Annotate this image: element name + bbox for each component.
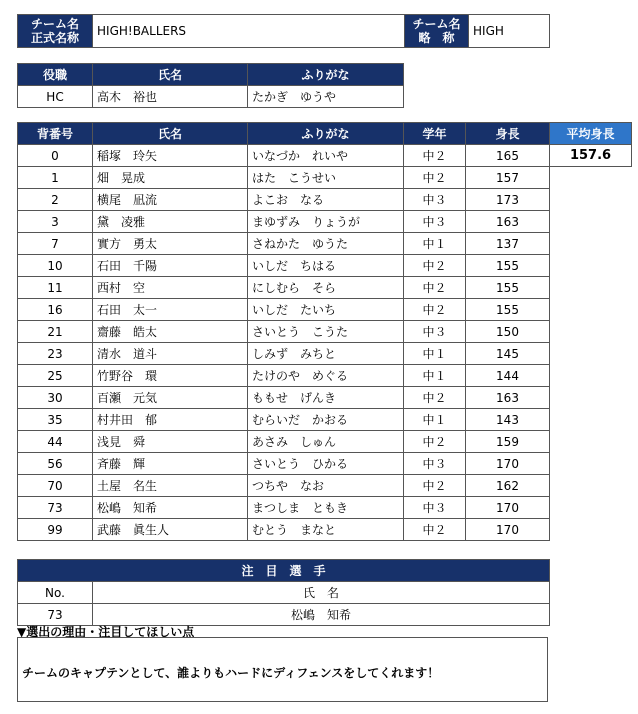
- roster-row: [18, 497, 550, 519]
- roster-row: [18, 255, 550, 277]
- player-grade: 中３: [404, 189, 466, 211]
- player-height: 155: [466, 255, 550, 277]
- featured-name-value: 松嶋 知希: [93, 604, 550, 626]
- team-info-table: [17, 14, 550, 48]
- player-number: 56: [18, 453, 93, 475]
- roster-row: [18, 321, 550, 343]
- player-grade: 中２: [404, 255, 466, 277]
- player-name: 稲塚 玲矢: [93, 145, 248, 167]
- player-number: 23: [18, 343, 93, 365]
- player-height: 143: [466, 409, 550, 431]
- featured-no-label: No.: [18, 582, 93, 604]
- player-number: 10: [18, 255, 93, 277]
- player-grade: 中２: [404, 387, 466, 409]
- player-name: 石田 太一: [93, 299, 248, 321]
- player-number: 21: [18, 321, 93, 343]
- player-height: 163: [466, 387, 550, 409]
- roster-row: [18, 453, 550, 475]
- featured-title: 注 目 選 手: [18, 560, 550, 582]
- featured-player-table: [17, 559, 550, 626]
- player-height: 163: [466, 211, 550, 233]
- player-kana: よこお なる: [248, 189, 404, 211]
- player-number: 3: [18, 211, 93, 233]
- player-name: 土屋 名生: [93, 475, 248, 497]
- player-number: 99: [18, 519, 93, 541]
- roster-row: [18, 343, 550, 365]
- player-name: 斉藤 輝: [93, 453, 248, 475]
- staff-kana: たかぎ ゆうや: [248, 86, 404, 108]
- player-grade: 中２: [404, 475, 466, 497]
- roster-header-height: 身長: [466, 123, 550, 145]
- roster-row: [18, 365, 550, 387]
- roster-row: [18, 431, 550, 453]
- player-kana: あさみ しゅん: [248, 431, 404, 453]
- staff-table: [17, 63, 404, 108]
- player-kana: いしだ ちはる: [248, 255, 404, 277]
- player-kana: さねかた ゆうた: [248, 233, 404, 255]
- player-name: 村井田 郁: [93, 409, 248, 431]
- staff-header-name: 氏名: [93, 64, 248, 86]
- team-abbr-value: HIGH: [469, 15, 550, 48]
- roster-row: [18, 475, 550, 497]
- player-height: 165: [466, 145, 550, 167]
- featured-no-value: 73: [18, 604, 93, 626]
- player-name: 石田 千陽: [93, 255, 248, 277]
- roster-header-grade: 学年: [404, 123, 466, 145]
- player-kana: たけのや めぐる: [248, 365, 404, 387]
- team-abbr-label: チーム名 略 称: [405, 15, 469, 48]
- roster-header-kana: ふりがな: [248, 123, 404, 145]
- player-kana: はた こうせい: [248, 167, 404, 189]
- average-height-label: 平均身長: [550, 123, 632, 145]
- player-grade: 中３: [404, 497, 466, 519]
- player-kana: まつしま ともき: [248, 497, 404, 519]
- roster-row: [18, 189, 550, 211]
- roster-row: [18, 167, 550, 189]
- player-number: 30: [18, 387, 93, 409]
- player-height: 173: [466, 189, 550, 211]
- player-grade: 中３: [404, 211, 466, 233]
- player-grade: 中１: [404, 409, 466, 431]
- staff-header-role: 役職: [18, 64, 93, 86]
- player-height: 170: [466, 497, 550, 519]
- roster-row: [18, 387, 550, 409]
- player-number: 70: [18, 475, 93, 497]
- player-number: 73: [18, 497, 93, 519]
- player-number: 25: [18, 365, 93, 387]
- player-height: 157: [466, 167, 550, 189]
- player-name: 清水 道斗: [93, 343, 248, 365]
- player-grade: 中１: [404, 233, 466, 255]
- player-kana: いしだ たいち: [248, 299, 404, 321]
- player-grade: 中２: [404, 145, 466, 167]
- player-height: 137: [466, 233, 550, 255]
- player-grade: 中１: [404, 365, 466, 387]
- player-number: 16: [18, 299, 93, 321]
- roster-row: [18, 519, 550, 541]
- player-height: 162: [466, 475, 550, 497]
- player-kana: いなづか れいや: [248, 145, 404, 167]
- average-height-value: 157.6: [550, 145, 632, 167]
- player-number: 0: [18, 145, 93, 167]
- player-kana: にしむら そら: [248, 277, 404, 299]
- reason-box: [17, 637, 548, 702]
- staff-header-kana: ふりがな: [248, 64, 404, 86]
- player-grade: 中２: [404, 299, 466, 321]
- roster-header-number: 背番号: [18, 123, 93, 145]
- player-height: 170: [466, 453, 550, 475]
- player-height: 170: [466, 519, 550, 541]
- player-number: 35: [18, 409, 93, 431]
- player-height: 145: [466, 343, 550, 365]
- player-name: 横尾 凪流: [93, 189, 248, 211]
- player-name: 浅見 舜: [93, 431, 248, 453]
- player-kana: しみず みちと: [248, 343, 404, 365]
- player-name: 竹野谷 環: [93, 365, 248, 387]
- player-name: 黛 凌雅: [93, 211, 248, 233]
- player-number: 2: [18, 189, 93, 211]
- reason-title: ▼選出の理由・注目してほしい点: [17, 625, 195, 639]
- player-kana: つちや なお: [248, 475, 404, 497]
- player-kana: むとう まなと: [248, 519, 404, 541]
- player-name: 松嶋 知希: [93, 497, 248, 519]
- staff-name: 高木 裕也: [93, 86, 248, 108]
- team-name-label: チーム名 正式名称: [18, 15, 93, 48]
- reason-text: チームのキャプテンとして、誰よりもハードにディフェンスをしてくれます！: [22, 666, 440, 680]
- player-kana: まゆずみ りょうが: [248, 211, 404, 233]
- player-number: 1: [18, 167, 93, 189]
- player-kana: さいとう ひかる: [248, 453, 404, 475]
- roster-row: [18, 299, 550, 321]
- player-name: 武藤 眞生人: [93, 519, 248, 541]
- average-height-table: [549, 122, 632, 167]
- player-kana: むらいだ かおる: [248, 409, 404, 431]
- player-number: 11: [18, 277, 93, 299]
- player-grade: 中３: [404, 321, 466, 343]
- player-grade: 中２: [404, 277, 466, 299]
- player-number: 44: [18, 431, 93, 453]
- player-number: 7: [18, 233, 93, 255]
- roster-header-name: 氏名: [93, 123, 248, 145]
- player-name: 實方 勇太: [93, 233, 248, 255]
- player-name: 西村 空: [93, 277, 248, 299]
- roster-row: [18, 409, 550, 431]
- roster-row: [18, 277, 550, 299]
- player-kana: さいとう こうた: [248, 321, 404, 343]
- player-name: 齋藤 皓太: [93, 321, 248, 343]
- player-height: 150: [466, 321, 550, 343]
- player-grade: 中２: [404, 519, 466, 541]
- player-grade: 中２: [404, 431, 466, 453]
- player-grade: 中１: [404, 343, 466, 365]
- player-height: 144: [466, 365, 550, 387]
- roster-row: [18, 211, 550, 233]
- player-grade: 中２: [404, 167, 466, 189]
- roster-row: [18, 233, 550, 255]
- team-name-value: HIGH!BALLERS: [93, 15, 405, 48]
- player-height: 159: [466, 431, 550, 453]
- staff-role: HC: [18, 86, 93, 108]
- player-kana: ももせ げんき: [248, 387, 404, 409]
- roster-table: [17, 122, 550, 541]
- player-height: 155: [466, 277, 550, 299]
- roster-row: [18, 145, 550, 167]
- player-height: 155: [466, 299, 550, 321]
- player-grade: 中３: [404, 453, 466, 475]
- player-name: 畑 晃成: [93, 167, 248, 189]
- player-name: 百瀬 元気: [93, 387, 248, 409]
- featured-name-label: 氏 名: [93, 582, 550, 604]
